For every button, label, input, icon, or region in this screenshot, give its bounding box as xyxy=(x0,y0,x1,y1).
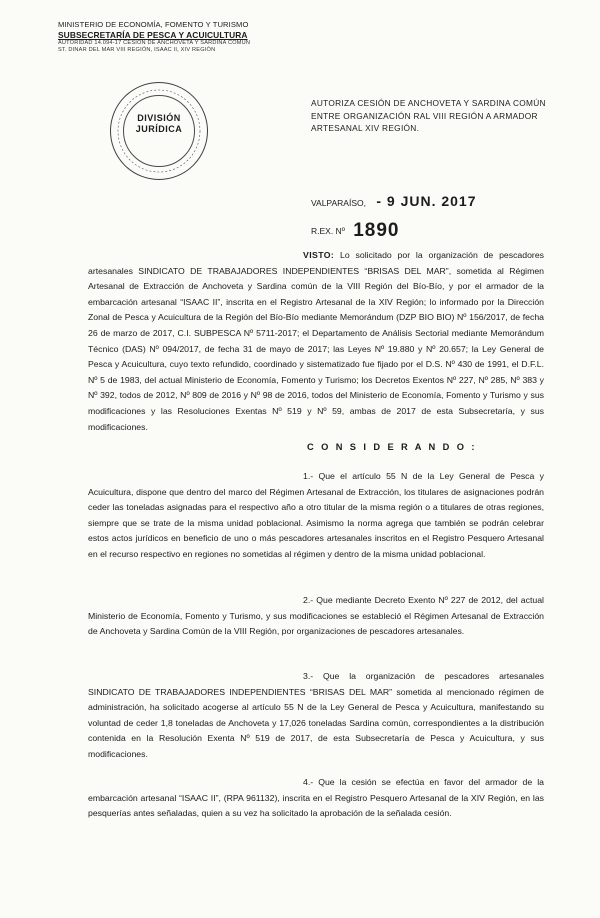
stamp-line-1: DIVISIÓN xyxy=(137,113,181,123)
stamp-text xyxy=(111,113,207,135)
reference-line-2: ST. DINAR DEL MAR VIII REGIÓN, ISAAC II, XIV REGIÓN xyxy=(58,47,216,54)
resolution-number: 1890 xyxy=(353,220,400,241)
considerando-2 xyxy=(88,593,544,640)
resolution-label: R.EX. Nº xyxy=(311,226,345,236)
reference-line-1: AUTORIDAD 14.094-17 CESIÓN DE ANCHOVETA Y SARDINA COMÚN xyxy=(58,40,251,46)
visto-label: VISTO: xyxy=(303,250,335,260)
considerando-3 xyxy=(88,669,544,763)
considerando-4-text: 4.- Que la cesión se efectúa en favor del armador de la embarcación artesanal “ISAAC II”, (RPA 961132), inscrita en el Registro Pesquero Artesanal de la XIV Región, en las pesquerías antes señaladas, quien a su vez ha solicitado la aprobación de la señalada cesión. xyxy=(88,777,544,819)
place-date xyxy=(311,193,477,209)
considerando-1 xyxy=(88,469,544,563)
place-label: VALPARAÍSO, xyxy=(311,198,366,208)
date-stamp xyxy=(376,193,476,209)
ministry-name: MINISTERIO DE ECONOMÍA, FOMENTO Y TURISMO xyxy=(58,20,249,29)
considerando-2-text: 2.- Que mediante Decreto Exento Nº 227 de 2012, del actual Ministerio de Economía, Fomento y Turismo, y sus modificaciones se estableció el Régimen Artesanal de Extracción de Anchoveta y Sardina Común de la VIII Región, por organizaciones de pescadores artesanales. xyxy=(88,595,544,637)
visto-text: Lo solicitado por la organización de pescadores artesanales SINDICATO DE TRABAJADORES INDEPENDIENTES “BRISAS DEL MAR”, sometida al Régimen Artesanal de Extracción de Anchoveta y Sardina común de la VIII Región del Bío-Bío, y por el armador de la embarcación artesanal “ISAAC II”, inscrita en el Registro Artesanal de la XIV Región; lo informado por la Dirección Zonal de Pesca y Acuicultura de la Región del Bío-Bío mediante Memorándum (DZP BIO BIO) Nº 156/2017, de fecha 26 de marzo de 2017, C.I. SUBPESCA Nº 5711-2017; el Departamento de Análisis Sectorial mediante Memorándum Técnico (DAS) Nº 094/2017, de fecha 31 de mayo de 2017; las Leyes Nº 19.880 y Nº 20.657; la Ley General de Pesca y Acuicultura, cuyo texto refundido, coordinado y sistematizado fue fijado por el D.S. Nº 430 de 1991, el D.F.L. Nº 5 de 1983, del actual Ministerio de Economía, Fomento y Turismo; los Decretos Exentos Nº 227, Nº 285, Nº 383 y Nº 392, todos de 2012, Nº 809 de 2016 y Nº 98 de 2016, todos del Ministerio de Economía, Fomento y Turismo y sus modificaciones y las Resoluciones Exentas Nº 519 y Nº 59, ambas de 2017 de esta Subsecretaría, y sus modificaciones. xyxy=(88,250,544,432)
letterhead xyxy=(58,20,318,54)
resolution-number-line xyxy=(311,220,399,242)
considerando-3-text: 3.- Que la organización de pescadores artesanales SINDICATO DE TRABAJADORES INDEPENDIENTES “BRISAS DEL MAR” sometida al mencionado régimen de administración, ha solicitado acogerse al artículo 55 N de la Ley General de Pesca y Acuicultura, manifestando su voluntad de ceder 1,8 toneladas de Anchoveta y 17,026 toneladas Sardina común, correspondientes a la distribución contenida en la Resolución Exenta Nº 519 de 2017, de esta Subsecretaría de Pesca y Acuicultura, y sus modificaciones. xyxy=(88,671,544,759)
considerando-heading: C O N S I D E R A N D O : xyxy=(307,442,477,452)
considerando-1-text: 1.- Que el artículo 55 N de la Ley General de Pesca y Acuicultura, dispone que dentro del marco del Régimen Artesanal de Extracción, los titulares de asignaciones podrán ceder las toneladas asignadas para el respectivo año a otro titular de la misma región o a titulares de otras regiones, siempre que se trate de la misma unidad poblacional. Asimismo la norma agrega que también se podrán celebrar estos actos jurídicos en beneficio de uno o más pescadores artesanales inscritos en el Registro Pesquero Artesanal en el recurso respectivo en regiones no sometidas al régimen y dentro de la misma unidad poblacional. xyxy=(88,471,544,559)
date-day: - 9 xyxy=(376,193,396,209)
division-stamp xyxy=(110,82,208,180)
subject: AUTORIZA CESIÓN DE ANCHOVETA Y SARDINA COMÚN ENTRE ORGANIZACIÓN RAL VIII REGIÓN A ARMADOR ARTESANAL XIV REGIÓN. xyxy=(311,98,546,134)
stamp-line-2: JURÍDICA xyxy=(135,124,183,134)
visto-paragraph xyxy=(88,248,544,435)
date-month-year: JUN. 2017 xyxy=(400,193,477,209)
subsecretariat-name: SUBSECRETARÍA DE PESCA Y ACUICULTURA xyxy=(58,30,248,40)
considerando-4 xyxy=(88,775,544,822)
